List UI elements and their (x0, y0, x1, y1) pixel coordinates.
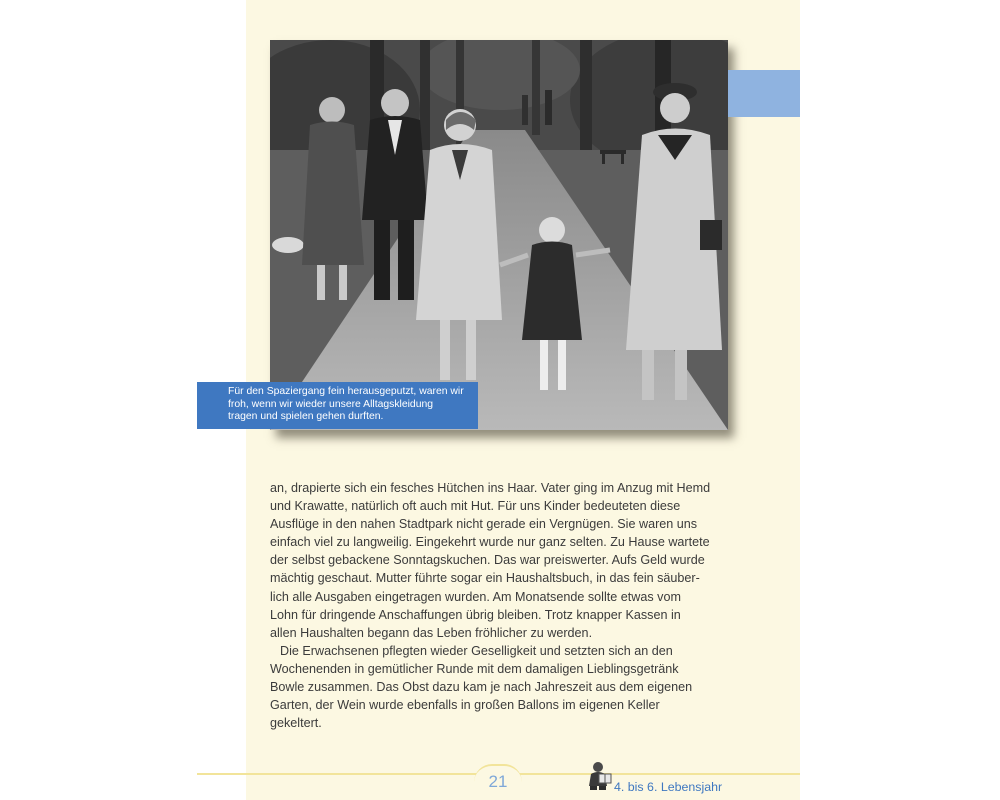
body-line: Wochenenden in gemütlicher Runde mit dem damaligen Lieblingsgetränk (270, 661, 679, 676)
caption-line: froh, wenn wir wieder unsere Alltagskleidung (228, 398, 434, 410)
family-walk-photo (270, 40, 728, 430)
section-label: 4. bis 6. Lebensjahr (614, 780, 723, 794)
photo-caption (197, 382, 478, 429)
body-line: allen Haushalten begann das Leben fröhlicher zu werden. (270, 625, 593, 640)
body-line: und Krawatte, natürlich oft auch mit Hut. Für uns Kinder bedeuteten diese (270, 499, 681, 514)
caption-line: Für den Spaziergang fein herausgeputzt, waren wir (228, 386, 464, 397)
body-line: Lohn für dringende Anschaffungen übrig bleiben. Trotz knapper Kassen in (270, 607, 681, 622)
body-line: gekeltert. (270, 716, 322, 731)
reading-child-icon (587, 760, 613, 792)
photo-icon (270, 40, 728, 430)
body-line: Garten, der Wein wurde ebenfalls in großen Ballons im eigenen Keller (270, 698, 660, 713)
body-line: Die Erwachsenen pflegten wieder Geselligkeit und setzten sich an den (280, 643, 673, 658)
body-line: an, drapierte sich ein fesches Hütchen ins Haar. Vater ging im Anzug mit Hemd (270, 481, 711, 495)
body-line: Bowle zusammen. Das Obst dazu kam je nach Jahreszeit aus dem eigenen (270, 680, 693, 695)
body-line: Ausflüge in den nahen Stadtpark nicht gerade ein Vergnügen. Sie waren uns (270, 517, 698, 532)
body-line: einfach viel zu langweilig. Eingekehrt wurde nur ganz selten. Zu Hause wartete (270, 535, 710, 550)
caption-line: tragen und spielen gehen durften. (228, 411, 384, 423)
body-text (270, 479, 740, 732)
body-line: lich alle Ausgaben eingetragen wurden. Am Monatsende sollte etwas vom (270, 589, 681, 604)
body-line: der selbst gebackene Sonntagskuchen. Das war preiswerter. Aufs Geld wurde (270, 553, 705, 568)
chapter-color-tab (728, 70, 800, 117)
page-number: 21 (488, 772, 508, 791)
body-line: mächtig geschaut. Mutter führte sogar ein Haushaltsbuch, in das fein säuber- (270, 571, 700, 586)
